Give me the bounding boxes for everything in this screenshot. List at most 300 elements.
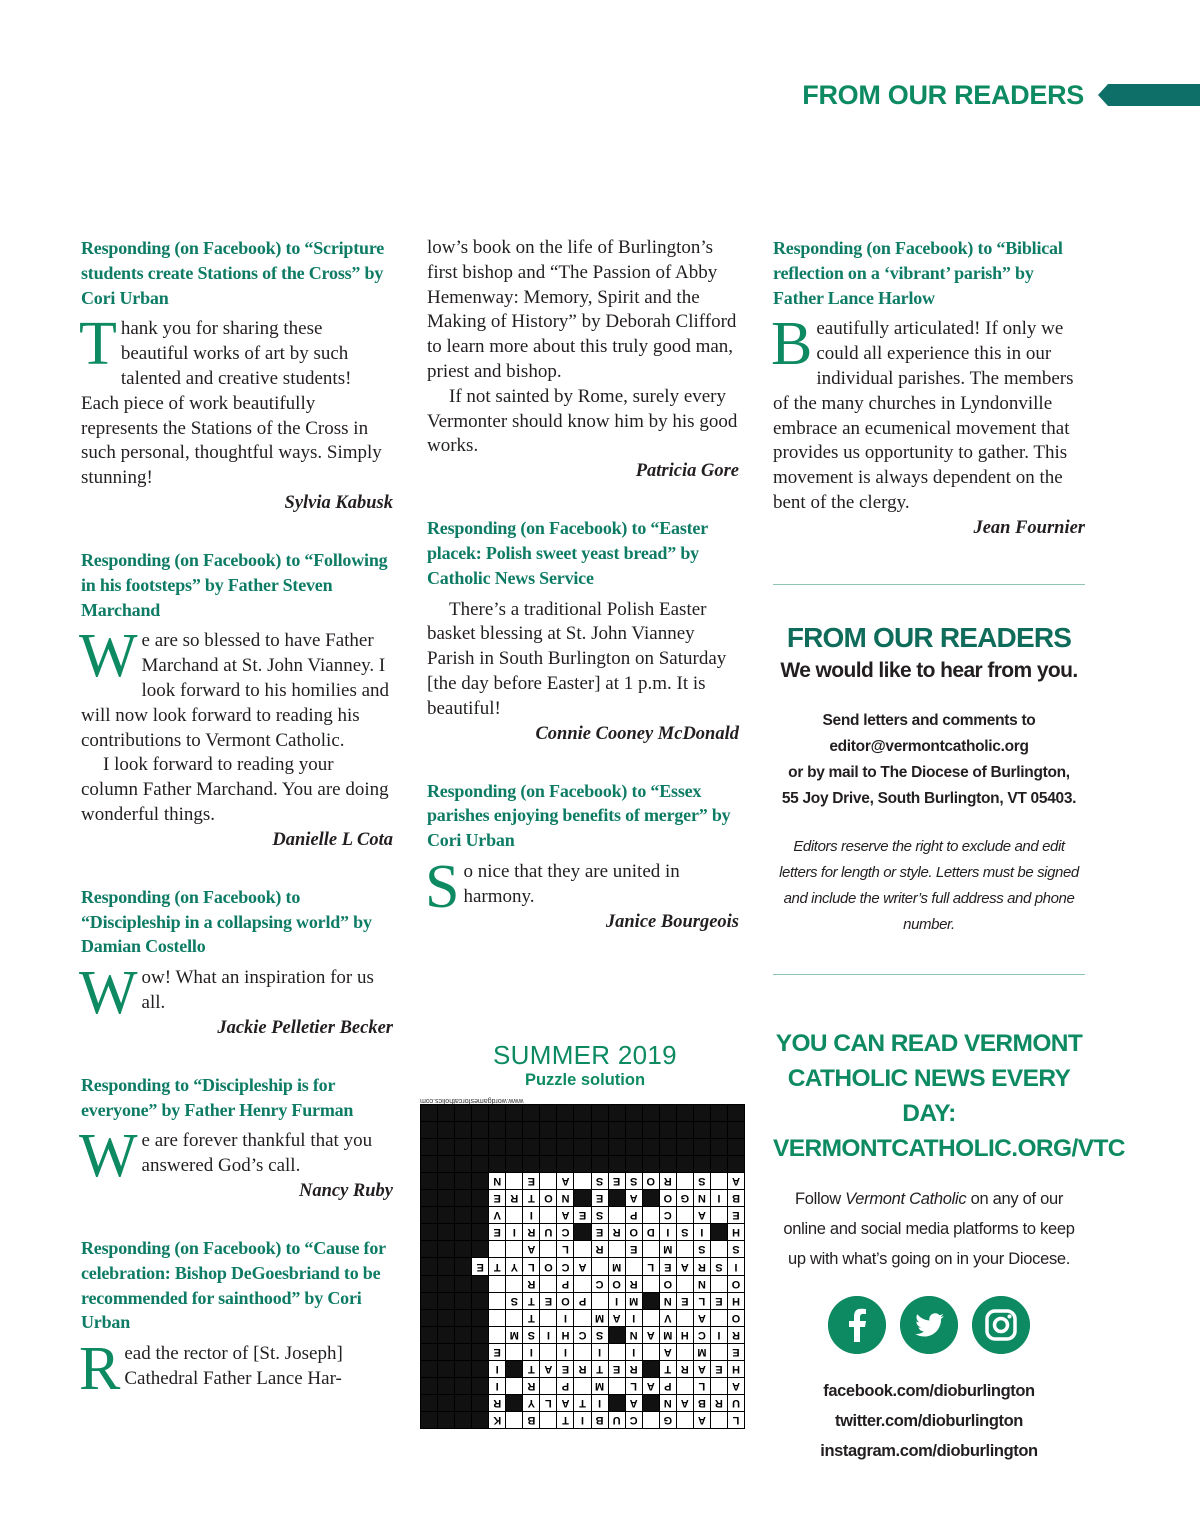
crossword-cell: C — [574, 1327, 590, 1343]
twitter-icon[interactable] — [900, 1296, 958, 1354]
crossword-cell: S — [728, 1241, 744, 1257]
crossword-cell — [421, 1105, 437, 1121]
crossword-cell — [472, 1190, 488, 1206]
crossword-cell — [609, 1105, 625, 1121]
follow-text — [773, 1184, 1085, 1274]
crossword-cell: L — [540, 1395, 556, 1411]
crossword-cell — [455, 1327, 471, 1343]
crossword-cell — [677, 1412, 693, 1428]
crossword-cell — [677, 1276, 693, 1292]
crossword-cell — [574, 1344, 590, 1360]
crossword-cell — [438, 1276, 454, 1292]
crossword-cell — [455, 1241, 471, 1257]
crossword-cell: L — [557, 1241, 573, 1257]
crossword-cell: T — [523, 1361, 539, 1377]
crossword-cell: A — [557, 1173, 573, 1189]
crossword-cell — [438, 1122, 454, 1138]
crossword-cell — [438, 1139, 454, 1155]
column-1 — [81, 236, 393, 1424]
crossword-cell — [643, 1190, 659, 1206]
crossword-cell: A — [660, 1344, 676, 1360]
social-icons — [773, 1296, 1085, 1354]
crossword-cell — [694, 1122, 710, 1138]
crossword-cell — [557, 1105, 573, 1121]
crossword-cell: T — [557, 1412, 573, 1428]
crossword-cell: Y — [506, 1258, 522, 1274]
crossword-cell: Y — [523, 1395, 539, 1411]
crossword-cell — [609, 1241, 625, 1257]
crossword-cell: I — [660, 1224, 676, 1240]
crossword-cell — [643, 1412, 659, 1428]
crossword-cell: A — [643, 1378, 659, 1394]
crossword-cell — [506, 1378, 522, 1394]
submit-box-subtitle: We would like to hear from you. — [780, 659, 1078, 682]
crossword-cell — [421, 1241, 437, 1257]
crossword-cell: O — [643, 1173, 659, 1189]
crossword-cell — [506, 1173, 522, 1189]
crossword-cell: I — [489, 1361, 505, 1377]
letter-body — [79, 1335, 393, 1404]
crossword-cell — [540, 1310, 556, 1326]
crossword-cell: A — [694, 1310, 710, 1326]
crossword-cell — [609, 1327, 625, 1343]
crossword-cell — [609, 1395, 625, 1411]
crossword-cell — [609, 1378, 625, 1394]
social-links — [773, 1376, 1085, 1466]
crossword-cell — [540, 1207, 556, 1223]
crossword-cell: R — [574, 1361, 590, 1377]
crossword-cell — [472, 1276, 488, 1292]
crossword-cell — [557, 1122, 573, 1138]
crossword-cell — [540, 1344, 556, 1360]
divider-rule — [773, 584, 1085, 585]
crossword-cell — [421, 1156, 437, 1172]
crossword-cell: A — [540, 1361, 556, 1377]
crossword-cell: R — [626, 1276, 642, 1292]
crossword-cell — [711, 1207, 727, 1223]
editors-note: Editors reserve the right to exclude and edit letters for length or style. Letters must be signed and include the writer’s full address and phone number. — [779, 838, 1079, 933]
drop-cap: W — [79, 1122, 138, 1191]
instagram-link[interactable]: instagram.com/dioburlington — [820, 1442, 1038, 1460]
crossword-cell: E — [540, 1293, 556, 1309]
crossword-cell: T — [523, 1310, 539, 1326]
crossword-cell — [421, 1344, 437, 1360]
crossword-cell: E — [728, 1207, 744, 1223]
drop-cap: S — [425, 852, 460, 921]
crossword-cell: P — [574, 1293, 590, 1309]
crossword-cell — [472, 1173, 488, 1189]
puzzle-source-url: www.wordgamesforcatholics.com — [420, 1097, 524, 1104]
crossword-cell: A — [626, 1395, 642, 1411]
crossword-cell — [455, 1258, 471, 1274]
drop-cap: W — [79, 622, 138, 691]
crossword-cell — [506, 1361, 522, 1377]
crossword-cell: E — [574, 1207, 590, 1223]
crossword-cell — [677, 1207, 693, 1223]
crossword-cell: G — [677, 1190, 693, 1206]
crossword-cell — [540, 1122, 556, 1138]
column-3 — [773, 236, 1085, 573]
crossword-cell: U — [728, 1395, 744, 1411]
crossword-cell — [472, 1139, 488, 1155]
crossword-cell — [540, 1105, 556, 1121]
letter-body — [771, 310, 1085, 515]
crossword-cell: I — [523, 1207, 539, 1223]
crossword-cell: E — [626, 1241, 642, 1257]
crossword-cell: I — [540, 1327, 556, 1343]
crossword-cell — [626, 1105, 642, 1121]
crossword-cell: R — [728, 1327, 744, 1343]
crossword-cell — [489, 1139, 505, 1155]
crossword-cell — [455, 1105, 471, 1121]
crossword-cell — [438, 1361, 454, 1377]
crossword-cell: E — [489, 1224, 505, 1240]
crossword-cell: I — [592, 1395, 608, 1411]
crossword-cell — [455, 1378, 471, 1394]
section-tab-marker — [1098, 84, 1200, 106]
crossword-cell — [677, 1105, 693, 1121]
crossword-cell — [506, 1276, 522, 1292]
crossword-cell: B — [523, 1412, 539, 1428]
crossword-cell: H — [728, 1361, 744, 1377]
crossword-cell — [643, 1156, 659, 1172]
crossword-cell — [728, 1139, 744, 1155]
crossword-cell: V — [660, 1310, 676, 1326]
crossword-cell — [677, 1310, 693, 1326]
divider-rule — [773, 974, 1085, 975]
crossword-cell — [574, 1190, 590, 1206]
crossword-cell: H — [728, 1293, 744, 1309]
crossword-cell: R — [677, 1361, 693, 1377]
crossword-cell: O — [626, 1224, 642, 1240]
crossword-cell: T — [592, 1361, 608, 1377]
submit-address: 55 Joy Drive, South Burlington, VT 05403. — [781, 790, 1077, 807]
crossword-cell: R — [626, 1361, 642, 1377]
crossword-cell: H — [677, 1327, 693, 1343]
crossword-cell — [557, 1139, 573, 1155]
crossword-cell: N — [694, 1276, 710, 1292]
crossword-cell — [489, 1241, 505, 1257]
letter-text: ead the rector of [St. Joseph] Cathedral Father Lance Har- — [124, 1343, 343, 1389]
crossword-cell: H — [728, 1224, 744, 1240]
crossword-cell — [438, 1156, 454, 1172]
crossword-cell: E — [660, 1258, 676, 1274]
crossword-cell — [728, 1105, 744, 1121]
letter-text: e are forever thankful that you answered God’s call. — [141, 1130, 373, 1177]
crossword-cell — [677, 1344, 693, 1360]
crossword-cell — [472, 1105, 488, 1121]
crossword-cell: M — [694, 1344, 710, 1360]
crossword-cell — [421, 1361, 437, 1377]
crossword-cell — [540, 1412, 556, 1428]
crossword-cell — [489, 1276, 505, 1292]
crossword-cell: C — [557, 1224, 573, 1240]
crossword-cell — [574, 1378, 590, 1394]
crossword-cell: N — [489, 1173, 505, 1189]
crossword-cell — [472, 1395, 488, 1411]
crossword-cell — [489, 1293, 505, 1309]
crossword-cell — [472, 1310, 488, 1326]
crossword-cell — [438, 1310, 454, 1326]
crossword-cell: S — [592, 1207, 608, 1223]
crossword-cell: I — [523, 1344, 539, 1360]
crossword-cell — [421, 1293, 437, 1309]
crossword-cell: I — [609, 1293, 625, 1309]
crossword-cell — [472, 1122, 488, 1138]
crossword-cell: C — [557, 1258, 573, 1274]
crossword-cell: M — [609, 1258, 625, 1274]
crossword-cell: R — [711, 1395, 727, 1411]
crossword-cell: S — [626, 1173, 642, 1189]
crossword-cell: E — [592, 1190, 608, 1206]
crossword-cell — [711, 1224, 727, 1240]
crossword-cell — [506, 1395, 522, 1411]
crossword-cell: D — [643, 1224, 659, 1240]
puzzle-title — [420, 1040, 750, 1090]
letter-text: ow! What an inspiration for us all. — [141, 967, 374, 1013]
crossword-cell: T — [523, 1293, 539, 1309]
crossword-cell — [421, 1395, 437, 1411]
letter-ruby — [81, 1073, 393, 1204]
crossword-cell: N — [557, 1190, 573, 1206]
crossword-cell — [421, 1327, 437, 1343]
crossword-cell — [643, 1122, 659, 1138]
crossword-cell — [472, 1293, 488, 1309]
letter-bourgeois — [427, 779, 739, 935]
crossword-cell: A — [643, 1327, 659, 1343]
crossword-cell: O — [660, 1190, 676, 1206]
publication-name: Vermont Catholic — [845, 1190, 967, 1208]
crossword-cell: B — [592, 1412, 608, 1428]
crossword-cell — [574, 1122, 590, 1138]
submit-box-title: FROM OUR READERS — [786, 622, 1072, 653]
letter-text: e are so blessed to have Father Marchand at St. John Vianney. I look forward to his homilies and will now look forward to reading his contributions to Vermont Catholic. — [81, 630, 390, 751]
crossword-cell: E — [523, 1173, 539, 1189]
crossword-cell: V — [489, 1207, 505, 1223]
crossword-cell — [506, 1105, 522, 1121]
letter-signature: Janice Bourgeois — [605, 911, 739, 932]
crossword-cell — [438, 1258, 454, 1274]
crossword-cell: O — [557, 1293, 573, 1309]
crossword-cell — [677, 1156, 693, 1172]
drop-cap: R — [79, 1335, 121, 1404]
crossword-cell — [472, 1412, 488, 1428]
crossword-cell: O — [540, 1190, 556, 1206]
crossword-cell — [592, 1122, 608, 1138]
crossword-cell: E — [728, 1344, 744, 1360]
letter-body — [425, 852, 739, 921]
crossword-cell — [438, 1224, 454, 1240]
facebook-link[interactable]: facebook.com/dioburlington — [823, 1382, 1035, 1400]
crossword-cell — [609, 1156, 625, 1172]
crossword-cell — [455, 1293, 471, 1309]
follow-text-part: on any of our online and social media platforms to keep up with what’s going on in your Diocese. — [783, 1190, 1075, 1268]
crossword-cell — [523, 1105, 539, 1121]
crossword-cell — [592, 1293, 608, 1309]
crossword-cell — [643, 1293, 659, 1309]
crossword-cell: B — [694, 1395, 710, 1411]
crossword-cell — [421, 1258, 437, 1274]
crossword-cell — [660, 1122, 676, 1138]
crossword-cell — [455, 1156, 471, 1172]
crossword-cell — [574, 1105, 590, 1121]
crossword-cell — [592, 1105, 608, 1121]
crossword-cell — [421, 1224, 437, 1240]
crossword-cell: S — [677, 1224, 693, 1240]
submit-email-link[interactable]: editor@vermontcatholic.org — [829, 738, 1029, 755]
crossword-cell: E — [711, 1361, 727, 1377]
crossword-cell — [421, 1173, 437, 1189]
crossword-cell — [574, 1310, 590, 1326]
crossword-cell: S — [592, 1173, 608, 1189]
letter-signature: Patricia Gore — [635, 461, 739, 482]
crossword-cell: A — [694, 1412, 710, 1428]
crossword-cell — [711, 1378, 727, 1394]
crossword-cell — [455, 1173, 471, 1189]
instagram-icon[interactable] — [972, 1296, 1030, 1354]
crossword-cell — [574, 1173, 590, 1189]
crossword-cell: N — [660, 1293, 676, 1309]
letter-body: There’s a traditional Polish Easter basket blessing at St. John Vianney Parish in South Burlington on Saturday [the day before Easter] at 1 p.m. It is beautiful! — [427, 598, 727, 719]
crossword-cell — [694, 1139, 710, 1155]
facebook-icon[interactable] — [828, 1296, 886, 1354]
crossword-cell: A — [557, 1207, 573, 1223]
promo-headline — [773, 1026, 1125, 1166]
promo-headline-line: CATHOLIC NEWS EVERY DAY: — [787, 1065, 1071, 1127]
letter-heading: Responding (on Facebook) to “Scripture students create Stations of the Cross” by Cori Urban — [81, 238, 385, 308]
crossword-cell: E — [711, 1293, 727, 1309]
crossword-cell — [489, 1122, 505, 1138]
submit-line: Send letters and comments to — [822, 712, 1036, 729]
crossword-cell: R — [506, 1190, 522, 1206]
crossword-cell: E — [609, 1361, 625, 1377]
crossword-cell: S — [506, 1293, 522, 1309]
crossword-cell — [728, 1156, 744, 1172]
crossword-cell: M — [660, 1241, 676, 1257]
crossword-cell: E — [592, 1224, 608, 1240]
crossword-cell: A — [609, 1310, 625, 1326]
crossword-cell — [540, 1173, 556, 1189]
crossword-cell: E — [557, 1361, 573, 1377]
crossword-cell — [643, 1276, 659, 1292]
crossword-cell: N — [694, 1190, 710, 1206]
crossword-cell: N — [660, 1395, 676, 1411]
crossword-cell — [506, 1139, 522, 1155]
letter-body — [79, 622, 393, 753]
crossword-cell: I — [694, 1224, 710, 1240]
crossword-cell — [574, 1224, 590, 1240]
crossword-cell — [711, 1310, 727, 1326]
crossword-cell — [455, 1344, 471, 1360]
crossword-cell — [472, 1241, 488, 1257]
letter-mcdonald — [427, 516, 739, 746]
crossword-cell — [626, 1156, 642, 1172]
crossword-cell: S — [592, 1327, 608, 1343]
crossword-cell: A — [728, 1173, 744, 1189]
crossword-cell — [438, 1412, 454, 1428]
crossword-cell — [557, 1156, 573, 1172]
crossword-cell — [421, 1378, 437, 1394]
crossword-cell — [660, 1156, 676, 1172]
crossword-cell: L — [643, 1258, 659, 1274]
crossword-cell: I — [728, 1258, 744, 1274]
twitter-link[interactable]: twitter.com/dioburlington — [835, 1412, 1023, 1430]
crossword-cell: M — [626, 1293, 642, 1309]
crossword-cell: C — [660, 1207, 676, 1223]
crossword-cell: O — [609, 1276, 625, 1292]
crossword-cell — [592, 1258, 608, 1274]
crossword-cell — [626, 1139, 642, 1155]
crossword-cell — [421, 1139, 437, 1155]
letter-signature: Jackie Pelletier Becker — [217, 1017, 393, 1038]
crossword-cell: I — [626, 1310, 642, 1326]
crossword-cell: M — [506, 1327, 522, 1343]
promo-headline-line: YOU CAN READ VERMONT — [775, 1030, 1083, 1057]
crossword-cell — [626, 1122, 642, 1138]
crossword-cell: O — [540, 1258, 556, 1274]
letter-becker — [81, 885, 393, 1041]
crossword-cell — [489, 1156, 505, 1172]
crossword-cell — [472, 1344, 488, 1360]
crossword-cell — [421, 1412, 437, 1428]
crossword-cell: L — [626, 1378, 642, 1394]
crossword-cell: G — [660, 1412, 676, 1428]
letter-fournier — [773, 236, 1085, 541]
crossword-cell — [421, 1310, 437, 1326]
crossword-cell — [455, 1395, 471, 1411]
crossword-cell: L — [694, 1378, 710, 1394]
crossword-cell — [609, 1207, 625, 1223]
letter-kabusk — [81, 236, 393, 516]
crossword-cell: T — [574, 1395, 590, 1411]
crossword-cell — [643, 1105, 659, 1121]
crossword-cell — [523, 1139, 539, 1155]
drop-cap: W — [79, 959, 138, 1028]
crossword-cell: R — [523, 1224, 539, 1240]
crossword-cell — [438, 1207, 454, 1223]
crossword-cell: U — [609, 1412, 625, 1428]
crossword-cell — [711, 1276, 727, 1292]
crossword-cell — [660, 1139, 676, 1155]
crossword-cell: C — [626, 1412, 642, 1428]
submit-letters-box — [773, 620, 1085, 938]
submit-line: or by mail to The Diocese of Burlington, — [788, 764, 1070, 781]
crossword-cell — [455, 1139, 471, 1155]
crossword-cell: I — [626, 1344, 642, 1360]
crossword-cell: H — [557, 1327, 573, 1343]
crossword-cell: I — [592, 1344, 608, 1360]
crossword-cell: R — [523, 1276, 539, 1292]
crossword-cell — [438, 1395, 454, 1411]
submit-instructions — [773, 708, 1085, 812]
crossword-cell — [677, 1122, 693, 1138]
crossword-cell: L — [523, 1258, 539, 1274]
crossword-cell — [677, 1139, 693, 1155]
crossword-cell — [455, 1224, 471, 1240]
crossword-cell — [592, 1139, 608, 1155]
crossword-cell — [609, 1344, 625, 1360]
crossword-cell: S — [523, 1327, 539, 1343]
crossword-cell — [711, 1105, 727, 1121]
crossword-cell: O — [728, 1310, 744, 1326]
crossword-cell — [489, 1105, 505, 1121]
promo-url-link[interactable]: VERMONTCATHOLIC.ORG/VTC — [773, 1135, 1125, 1162]
crossword-cell: A — [677, 1395, 693, 1411]
crossword-cell — [421, 1122, 437, 1138]
crossword-cell — [472, 1327, 488, 1343]
letter-signature: Jean Fournier — [973, 517, 1085, 538]
crossword-cell: M — [592, 1310, 608, 1326]
